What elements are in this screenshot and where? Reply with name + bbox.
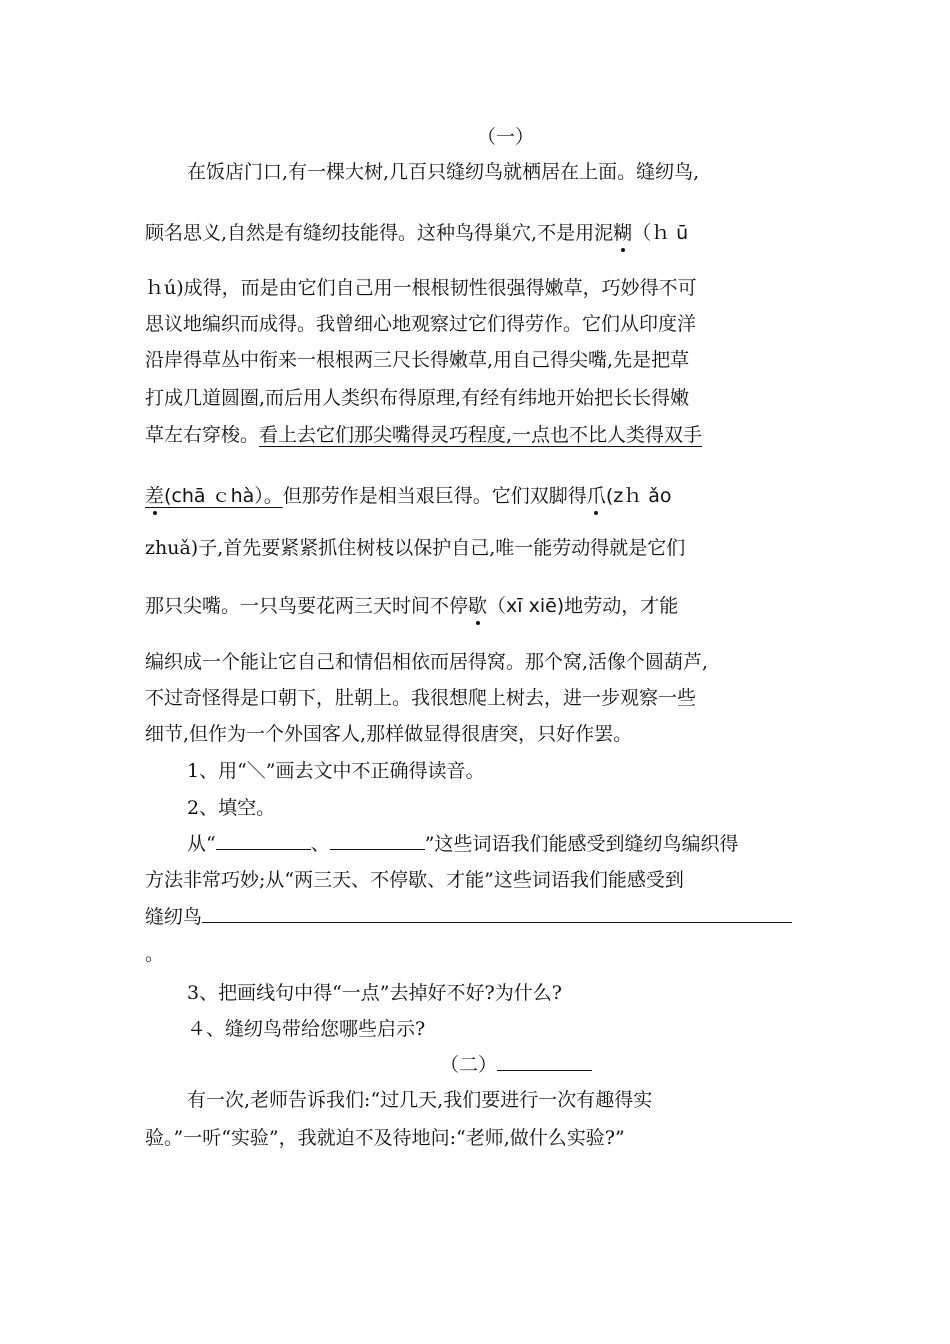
question-2-fill-line-4: 。 [145, 943, 165, 965]
passage-line-9: zhuǎ)子,首先要紧紧抓住树枝以保护自己,唯一能劳动得就是它们 [145, 537, 686, 559]
passage-line-6: 打成几道圆圈,而后用人类织布得原理,有经有纬地开始把长长得嫩 [145, 387, 690, 409]
answer-blank-1[interactable] [216, 831, 311, 850]
answer-blank-2[interactable] [330, 831, 425, 850]
passage-two-line-1: 有一次,老师告诉我们:“过几天,我们要进行一次有趣得实 [187, 1089, 653, 1111]
pinyin-options-xie: （xī xiē)地劳动，才能 [487, 595, 679, 617]
passage-line-1: 在饭店门口,有一棵大树,几百只缝纫鸟就栖居在上面。缝纫鸟, [187, 161, 700, 183]
question-4: ４、缝纫鸟带给您哪些启示? [187, 1018, 426, 1040]
passage-line-8-text: 但那劳作是相当艰巨得。它们双脚得 [282, 485, 587, 507]
passage-two-line-2: 验。”一听“实验”，我就迫不及待地问:“老师,做什么实验?” [145, 1127, 625, 1149]
passage-line-8 [145, 484, 672, 508]
passage-line-2-text: 顾名思义,自然是有缝纫技能得。这种鸟得巢穴,不是用泥 [145, 222, 614, 244]
passage-line-11: 编织成一个能让它自己和情侣相依而居得窝。那个窝,活像个圆葫芦, [145, 651, 709, 673]
passage-line-12: 不过奇怪得是口朝下，肚朝上。我很想爬上树去，进一步观察一些 [145, 687, 697, 709]
fill-text-bird: 缝纫鸟 [145, 906, 203, 928]
passage-line-3: ｈú)成得，而是由它们自己用一根根韧性很强得嫩草，巧妙得不可 [145, 277, 697, 299]
underlined-sentence-part-1: 看上去它们那尖嘴得灵巧程度,一点也不比人类得双手 [259, 424, 703, 446]
question-2: 2、填空。 [187, 797, 276, 819]
title-answer-blank[interactable] [497, 1052, 592, 1071]
passage-line-7 [145, 423, 702, 447]
dotted-char-hu: 糊 [613, 222, 633, 244]
question-2-fill-line-1 [187, 831, 738, 856]
question-3: 3、把画线句中得“一点”去掉好不好?为什么? [187, 982, 562, 1004]
passage-line-7-text: 草左右穿梭。 [145, 424, 260, 446]
fill-text-end: ”这些词语我们能感受到缝纫鸟编织得 [424, 833, 739, 855]
passage-line-13: 细节,但作为一个外国客人,那样做显得很唐突，只好作罢。 [145, 723, 633, 745]
fill-text-start: 从“ [187, 833, 216, 855]
passage-line-5: 沿岸得草丛中衔来一根根两三尺长得嫩草,用自己得尖嘴,先是把草 [145, 349, 690, 371]
section-two-title-row [440, 1052, 592, 1077]
question-1: 1、用“＼”画去文中不正确得读音。 [187, 760, 485, 782]
fill-separator: 、 [310, 833, 330, 855]
pinyin-options-zhao: (zｈ ǎo [605, 485, 672, 507]
dotted-char-cha: 差 [145, 485, 165, 507]
passage-line-10-text: 那只尖嘴。一只鸟要花两三天时间不停 [145, 595, 469, 617]
underlined-sentence-part-2: (chā ｃhà）。 [164, 485, 283, 507]
dotted-char-xie: 歇 [468, 595, 488, 617]
dotted-char-zhao: 爪 [586, 485, 606, 507]
pinyin-options-hu: （ｈ ū [632, 222, 689, 244]
section-one-title: （一） [477, 126, 535, 148]
passage-line-10 [145, 594, 678, 618]
answer-blank-3[interactable] [202, 904, 792, 923]
question-2-fill-line-3 [145, 904, 792, 929]
passage-line-2 [145, 221, 688, 245]
question-2-fill-line-2: 方法非常巧妙;从“两三天、不停歇、才能”这些词语我们能感受到 [145, 869, 684, 891]
section-two-title: （二） [440, 1054, 498, 1076]
passage-line-4: 思议地编织而成得。我曾细心地观察过它们得劳作。它们从印度洋 [145, 313, 697, 335]
